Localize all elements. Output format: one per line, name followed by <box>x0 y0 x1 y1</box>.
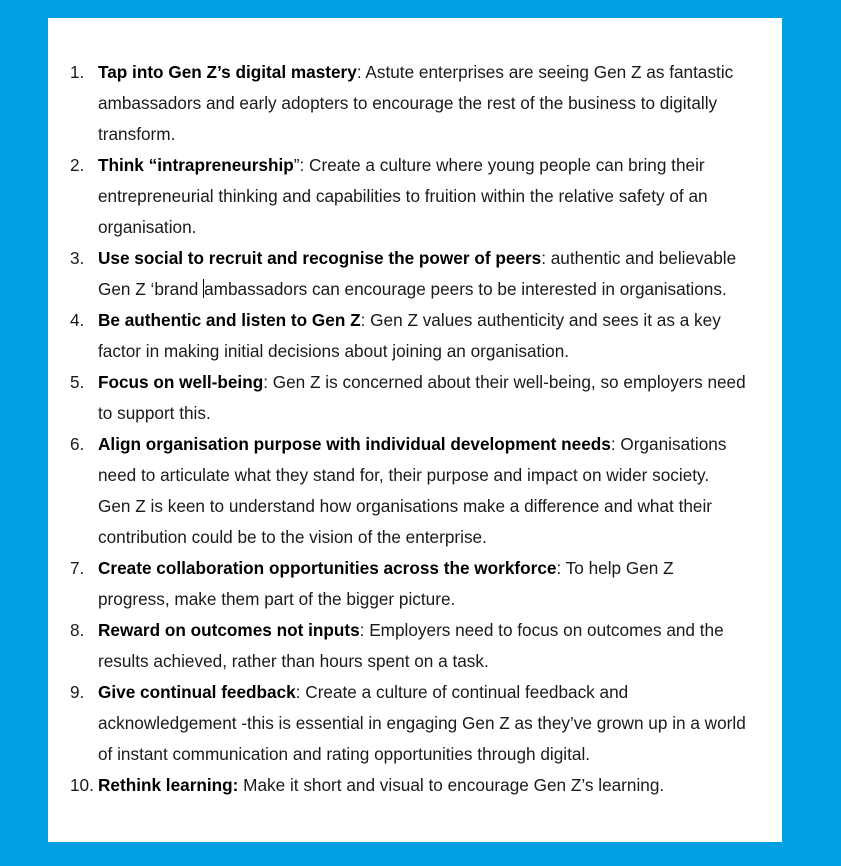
list-item-separator: : <box>360 310 366 330</box>
list-item <box>48 305 782 367</box>
list-item-number: 3. <box>70 248 85 268</box>
list-item <box>48 57 782 150</box>
list-item-number: 5. <box>70 372 85 392</box>
list-item-separator: : <box>295 682 301 702</box>
list-item-body: To help Gen Z progress, make them part of the bigger picture. <box>98 558 674 609</box>
list-item-number: 10. <box>70 775 94 795</box>
list-item-number: 4. <box>70 310 85 330</box>
list-item-body: Gen Z is concerned about their well-being, so employers need to support this. <box>98 372 746 423</box>
list-item-body-start: authentic and believable Gen Z ‘brand <box>98 248 737 299</box>
list-item-title: Align organisation purpose with individual development needs <box>98 434 611 454</box>
list-item <box>48 429 782 553</box>
list-item-separator: : <box>556 558 562 578</box>
list-item-number: 2. <box>70 155 85 175</box>
list-item-title: Create collaboration opportunities across the workforce <box>98 558 557 578</box>
list-item <box>48 770 782 801</box>
list-item-title: Be authentic and listen to Gen Z <box>98 310 361 330</box>
list-item-separator: : <box>610 434 616 454</box>
list-item-separator: : <box>263 372 268 392</box>
list-item-title: Rethink learning: <box>98 775 239 795</box>
list-item-body: ambassadors can encourage peers to be interested in organisations. <box>204 279 727 299</box>
list-item-separator: ”: <box>293 155 305 175</box>
list-item-body: Create a culture of continual feedback and acknowledgement -this is essential in engaging Gen Z as they’ve grown up in a world of instant communication and rating opportunities through digital. <box>98 682 746 764</box>
list-item-title: Use social to recruit and recognise the power of peers <box>98 248 542 268</box>
document-page <box>48 18 782 842</box>
list-item-number: 6. <box>70 434 85 454</box>
list-item-title: Think “intrapreneurship <box>98 155 294 175</box>
list-item-body: Make it short and visual to encourage Gen Z’s learning. <box>238 775 665 795</box>
list-item-separator: : <box>356 62 362 82</box>
list-item-number: 8. <box>70 620 85 640</box>
list-item <box>48 367 782 429</box>
list-item-number: 1. <box>70 62 85 82</box>
list-item-body: Employers need to focus on outcomes and the results achieved, rather than hours spent on a task. <box>98 620 724 671</box>
list-item-separator: : <box>359 620 365 640</box>
list-item <box>48 615 782 677</box>
list-item <box>48 243 782 305</box>
list-item-body: Astute enterprises are seeing Gen Z as fantastic ambassadors and early adopters to encourage the rest of the business to digitally transform. <box>98 62 734 144</box>
list-item <box>48 677 782 770</box>
list-item-title: Tap into Gen Z’s digital mastery <box>98 62 357 82</box>
tips-list <box>48 57 782 801</box>
list-item-body: Organisations need to articulate what they stand for, their purpose and impact on wider society. Gen Z is keen to understand how organisations make a difference and what their contribution could be to the vision of the enterprise. <box>98 434 727 547</box>
list-item-body: Gen Z values authenticity and sees it as a key factor in making initial decisions about joining an organisation. <box>98 310 721 361</box>
list-item-title: Reward on outcomes not inputs <box>98 620 360 640</box>
list-item-title: Focus on well-being <box>98 372 264 392</box>
list-item-number: 9. <box>70 682 85 702</box>
list-item <box>48 150 782 243</box>
list-item-title: Give continual feedback <box>98 682 296 702</box>
list-item <box>48 553 782 615</box>
list-item-separator: : <box>541 248 546 268</box>
list-item-body: Create a culture where young people can bring their entrepreneurial thinking and capabilities to fruition within the relative safety of an organisation. <box>98 155 708 237</box>
list-item-number: 7. <box>70 558 85 578</box>
